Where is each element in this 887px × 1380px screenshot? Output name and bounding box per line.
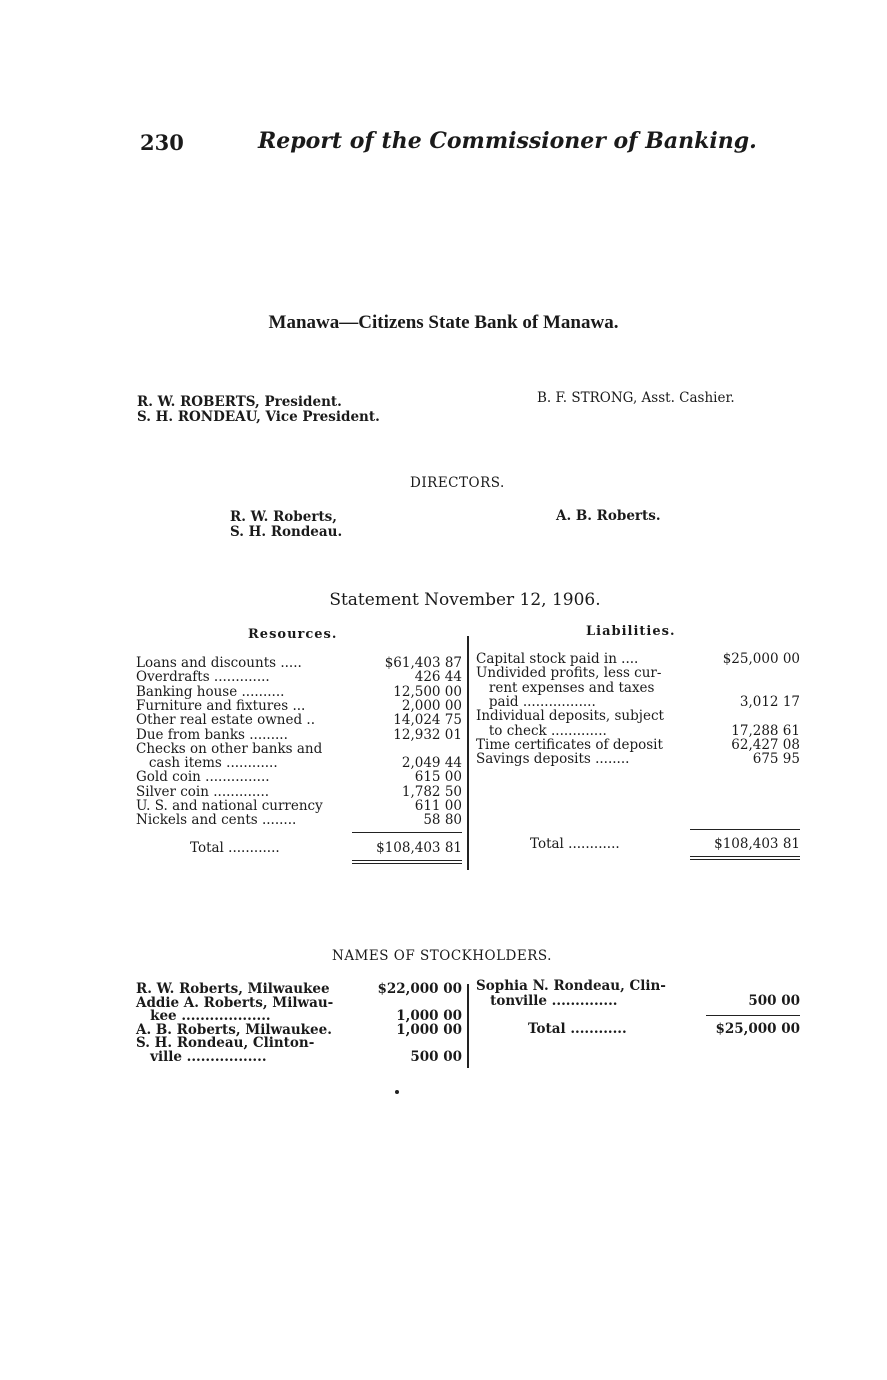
liability-label: Savings deposits ........ — [476, 751, 630, 768]
director-left-2: S. H. Rondeau. — [230, 524, 343, 540]
liability-label: Time certificates of deposit — [476, 736, 663, 753]
liabilities-total-amount: $108,403 81 — [714, 836, 800, 852]
resources-total-double-rule — [352, 860, 462, 864]
resource-label: Overdrafts ............. — [136, 669, 270, 686]
bank-title: Manawa—Citizens State Bank of Manawa. — [268, 312, 619, 333]
liability-label: to check ............. — [476, 722, 607, 739]
liability-label: Capital stock paid in .... — [476, 651, 639, 667]
resource-amount: 1,782 50 — [401, 783, 462, 800]
director-left-1: R. W. Roberts, — [230, 509, 337, 525]
directors-heading: DIRECTORS. — [410, 475, 505, 491]
stockholder-label: A. B. Roberts, Milwaukee. — [136, 1021, 332, 1038]
liability-amount: 3,012 17 — [739, 693, 800, 710]
resource-amount: 14,024 75 — [393, 712, 462, 729]
resource-amount: 2,000 00 — [401, 697, 462, 714]
stockholders-right-table — [476, 979, 800, 1019]
resource-label: Due from banks ......... — [136, 726, 288, 743]
resources-table — [136, 656, 462, 836]
resource-amount: 2,049 44 — [401, 755, 462, 772]
stockholders-sum-rule — [706, 1015, 800, 1016]
resource-label: Nickels and cents ........ — [136, 812, 297, 829]
resource-amount: 12,932 01 — [393, 726, 462, 743]
resources-heading: Resources. — [248, 627, 338, 642]
liability-label: rent expenses and taxes — [476, 679, 655, 696]
stockholder-label: R. W. Roberts, Milwaukee — [136, 981, 330, 997]
resource-amount: 58 80 — [423, 812, 462, 829]
stockholder-label: Sophia N. Rondeau, Clin- — [476, 978, 666, 994]
resource-label: Banking house .......... — [136, 683, 285, 700]
officer-right-1: B. F. STRONG, Asst. Cashier. — [537, 390, 735, 406]
liability-amount: 17,288 61 — [731, 722, 800, 739]
resource-label: U. S. and national currency — [136, 798, 323, 814]
statement-title: Statement November 12, 1906. — [329, 590, 601, 610]
stockholders-left-table — [136, 982, 462, 1072]
stockholder-label: kee ................... — [136, 1008, 271, 1025]
liability-amount: $25,000 00 — [722, 651, 800, 667]
stockholders-total-amount: $25,000 00 — [715, 1021, 800, 1037]
liabilities-total-double-rule — [690, 856, 800, 860]
resource-amount: 611 00 — [414, 798, 462, 814]
liability-label: Individual deposits, subject — [476, 708, 664, 725]
resource-label: Silver coin ............. — [136, 783, 270, 800]
stockholder-amount: $22,000 00 — [377, 981, 462, 997]
resource-amount: 426 44 — [414, 669, 462, 686]
liabilities-sum-rule — [690, 829, 800, 830]
liability-label: paid ................. — [476, 693, 596, 710]
stockholder-amount: 500 00 — [410, 1049, 462, 1065]
page-number: 230 — [140, 130, 184, 155]
stockholder-amount: 1,000 00 — [396, 1008, 462, 1025]
director-right-1: A. B. Roberts. — [556, 508, 661, 524]
stockholder-label: tonville .............. — [476, 992, 618, 1009]
resource-label: cash items ............ — [136, 755, 278, 772]
resource-label: Other real estate owned .. — [136, 712, 316, 729]
stockholder-amount: 500 00 — [748, 992, 800, 1009]
resource-label: Checks on other banks and — [136, 740, 323, 757]
resource-amount: 615 00 — [414, 769, 462, 786]
resource-amount: $61,403 87 — [384, 655, 462, 671]
stockholders-total-label: Total ............ — [528, 1021, 627, 1037]
liability-label: Undivided profits, less cur- — [476, 665, 662, 682]
liabilities-table — [476, 652, 800, 772]
resources-sum-rule — [352, 832, 462, 833]
resource-amount: 12,500 00 — [393, 683, 462, 700]
liabilities-total-label: Total ............ — [530, 836, 620, 852]
resources-total-label: Total ............ — [190, 840, 280, 856]
stockholders-heading: NAMES OF STOCKHOLDERS. — [332, 948, 552, 964]
page-dot — [395, 1090, 399, 1094]
resource-label: Loans and discounts ..... — [136, 655, 302, 671]
stockholder-label: S. H. Rondeau, Clinton- — [136, 1035, 315, 1052]
resource-label: Gold coin ............... — [136, 769, 270, 786]
resources-total-amount: $108,403 81 — [376, 840, 462, 856]
liability-amount: 62,427 08 — [731, 736, 800, 753]
column-divider — [467, 636, 469, 870]
officer-left-1: R. W. ROBERTS, President. — [137, 394, 342, 410]
stockholders-divider — [467, 984, 469, 1068]
stockholder-amount: 1,000 00 — [396, 1021, 462, 1038]
stockholder-label: ville ................. — [136, 1049, 267, 1065]
stockholder-label: Addie A. Roberts, Milwau- — [136, 994, 334, 1011]
liabilities-heading: Liabilities. — [586, 624, 676, 639]
officer-left-2: S. H. RONDEAU, Vice President. — [137, 409, 380, 425]
running-title: Report of the Commissioner of Banking. — [258, 128, 757, 154]
liability-amount: 675 95 — [752, 751, 800, 768]
resource-label: Furniture and fixtures ... — [136, 697, 306, 714]
